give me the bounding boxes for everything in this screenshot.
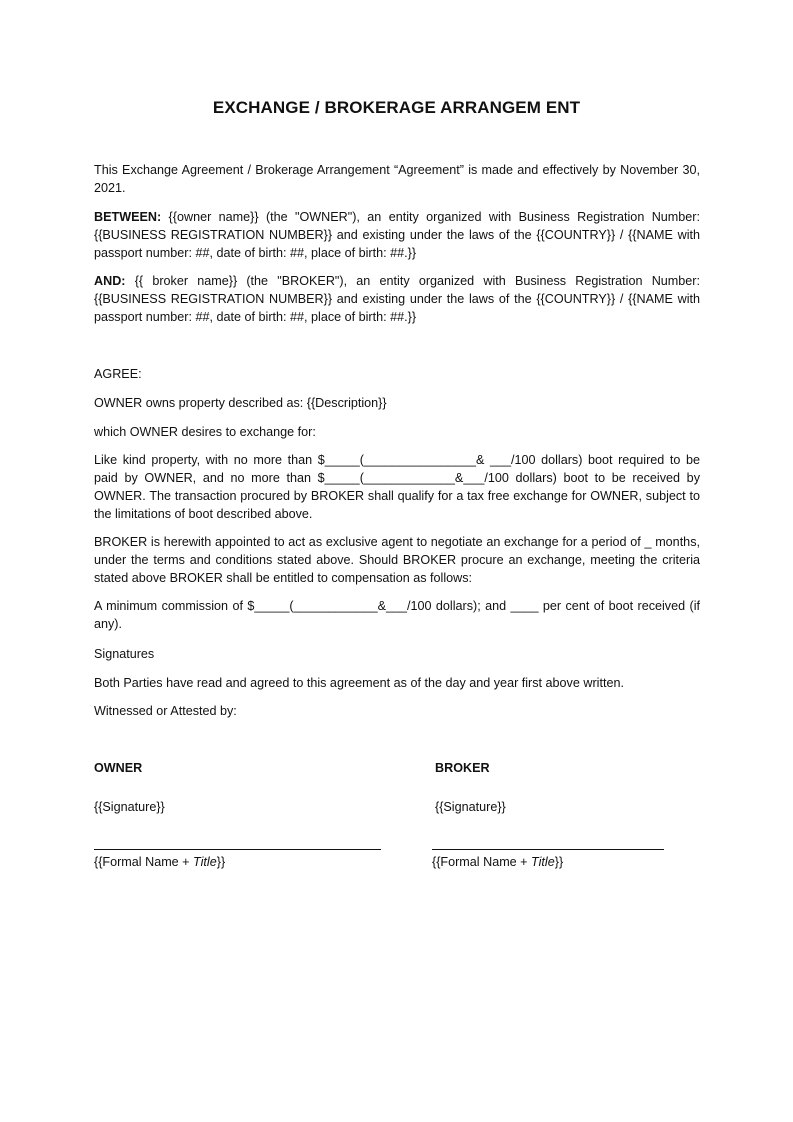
broker-formal-name: [432, 853, 563, 871]
broker-name-title: Title: [531, 855, 555, 869]
broker-heading-text: BROKER: [435, 761, 490, 775]
owner-signature-text: {{Signature}}: [94, 800, 165, 814]
owner-name-suffix: }}: [216, 855, 226, 869]
like-kind-text: Like kind property, with no more than $_____(________________& ___/100 dollars) boot required to be paid by OWNER, and no more than $_____(_____________&___/100 dollars) boot to be received by OWNER. The transaction procured by BROKER shall qualify for a tax free exchange for OWNER, subject to the limitations of boot described above.: [94, 453, 700, 521]
broker-name-prefix: {{Formal Name +: [432, 855, 532, 869]
agree-text: AGREE:: [94, 367, 142, 381]
signatures-heading: [94, 645, 700, 663]
owner-signature: [94, 798, 165, 816]
intro-paragraph: [94, 161, 700, 197]
broker-signature-line: [432, 849, 664, 850]
owner-heading: [94, 759, 142, 777]
both-parties-paragraph: [94, 674, 700, 692]
commission-paragraph: [94, 597, 700, 633]
broker-signature: [435, 798, 506, 816]
broker-signature-text: {{Signature}}: [435, 800, 506, 814]
exchange-for-paragraph: [94, 423, 700, 441]
commission-text: A minimum commission of $_____(____________&___/100 dollars); and ____ per cent of boot received (if any).: [94, 599, 700, 631]
witnessed-text: Witnessed or Attested by:: [94, 704, 237, 718]
broker-heading: [435, 759, 490, 777]
owner-name-prefix: {{Formal Name +: [94, 855, 194, 869]
signatures-text: Signatures: [94, 647, 155, 661]
agree-heading: [94, 365, 700, 383]
owner-formal-name: [94, 853, 225, 871]
between-paragraph: [94, 208, 700, 262]
witnessed-paragraph: [94, 702, 700, 720]
owner-property-text: OWNER owns property described as: {{Description}}: [94, 396, 387, 410]
exchange-for-text: which OWNER desires to exchange for:: [94, 425, 316, 439]
intro-text: This Exchange Agreement / Brokerage Arrangement “Agreement” is made and effectively by November 30, 2021.: [94, 163, 700, 195]
both-parties-text: Both Parties have read and agreed to this agreement as of the day and year first above written.: [94, 676, 624, 690]
and-label: AND:: [94, 274, 126, 288]
between-label: BETWEEN:: [94, 210, 162, 224]
like-kind-paragraph: [94, 451, 700, 523]
document-title: EXCHANGE / BROKERAGE ARRANGEM ENT: [212, 98, 581, 117]
and-text: {{ broker name}} (the "BROKER"), an entity organized with Business Registration Number: {{BUSINESS REGISTRATION NUMBER}} and existing under the laws of the {{COUNTRY}} / {{NAME with passport number: ##, date of birth: ##, place of birth: ##.}}: [94, 274, 700, 324]
owner-property-paragraph: [94, 394, 700, 412]
owner-signature-line: [94, 849, 381, 850]
and-paragraph: [94, 272, 700, 326]
owner-name-title: Title: [193, 855, 217, 869]
broker-appointed-paragraph: [94, 533, 700, 587]
owner-heading-text: OWNER: [94, 761, 143, 775]
broker-name-suffix: }}: [554, 855, 564, 869]
between-text: {{owner name}} (the "OWNER"), an entity organized with Business Registration Number: {{BUSINESS REGISTRATION NUMBER}} and existing under the laws of the {{COUNTRY}} / {{NAME with passport number: ##, date of birth: ##, place of birth: ##.}}: [94, 210, 700, 260]
broker-appointed-text: BROKER is herewith appointed to act as exclusive agent to negotiate an exchange for a period of _ months, under the terms and conditions stated above. Should BROKER procure an exchange, meeting the criteria stated above BROKER shall be entitled to compensation as follows:: [94, 535, 700, 585]
